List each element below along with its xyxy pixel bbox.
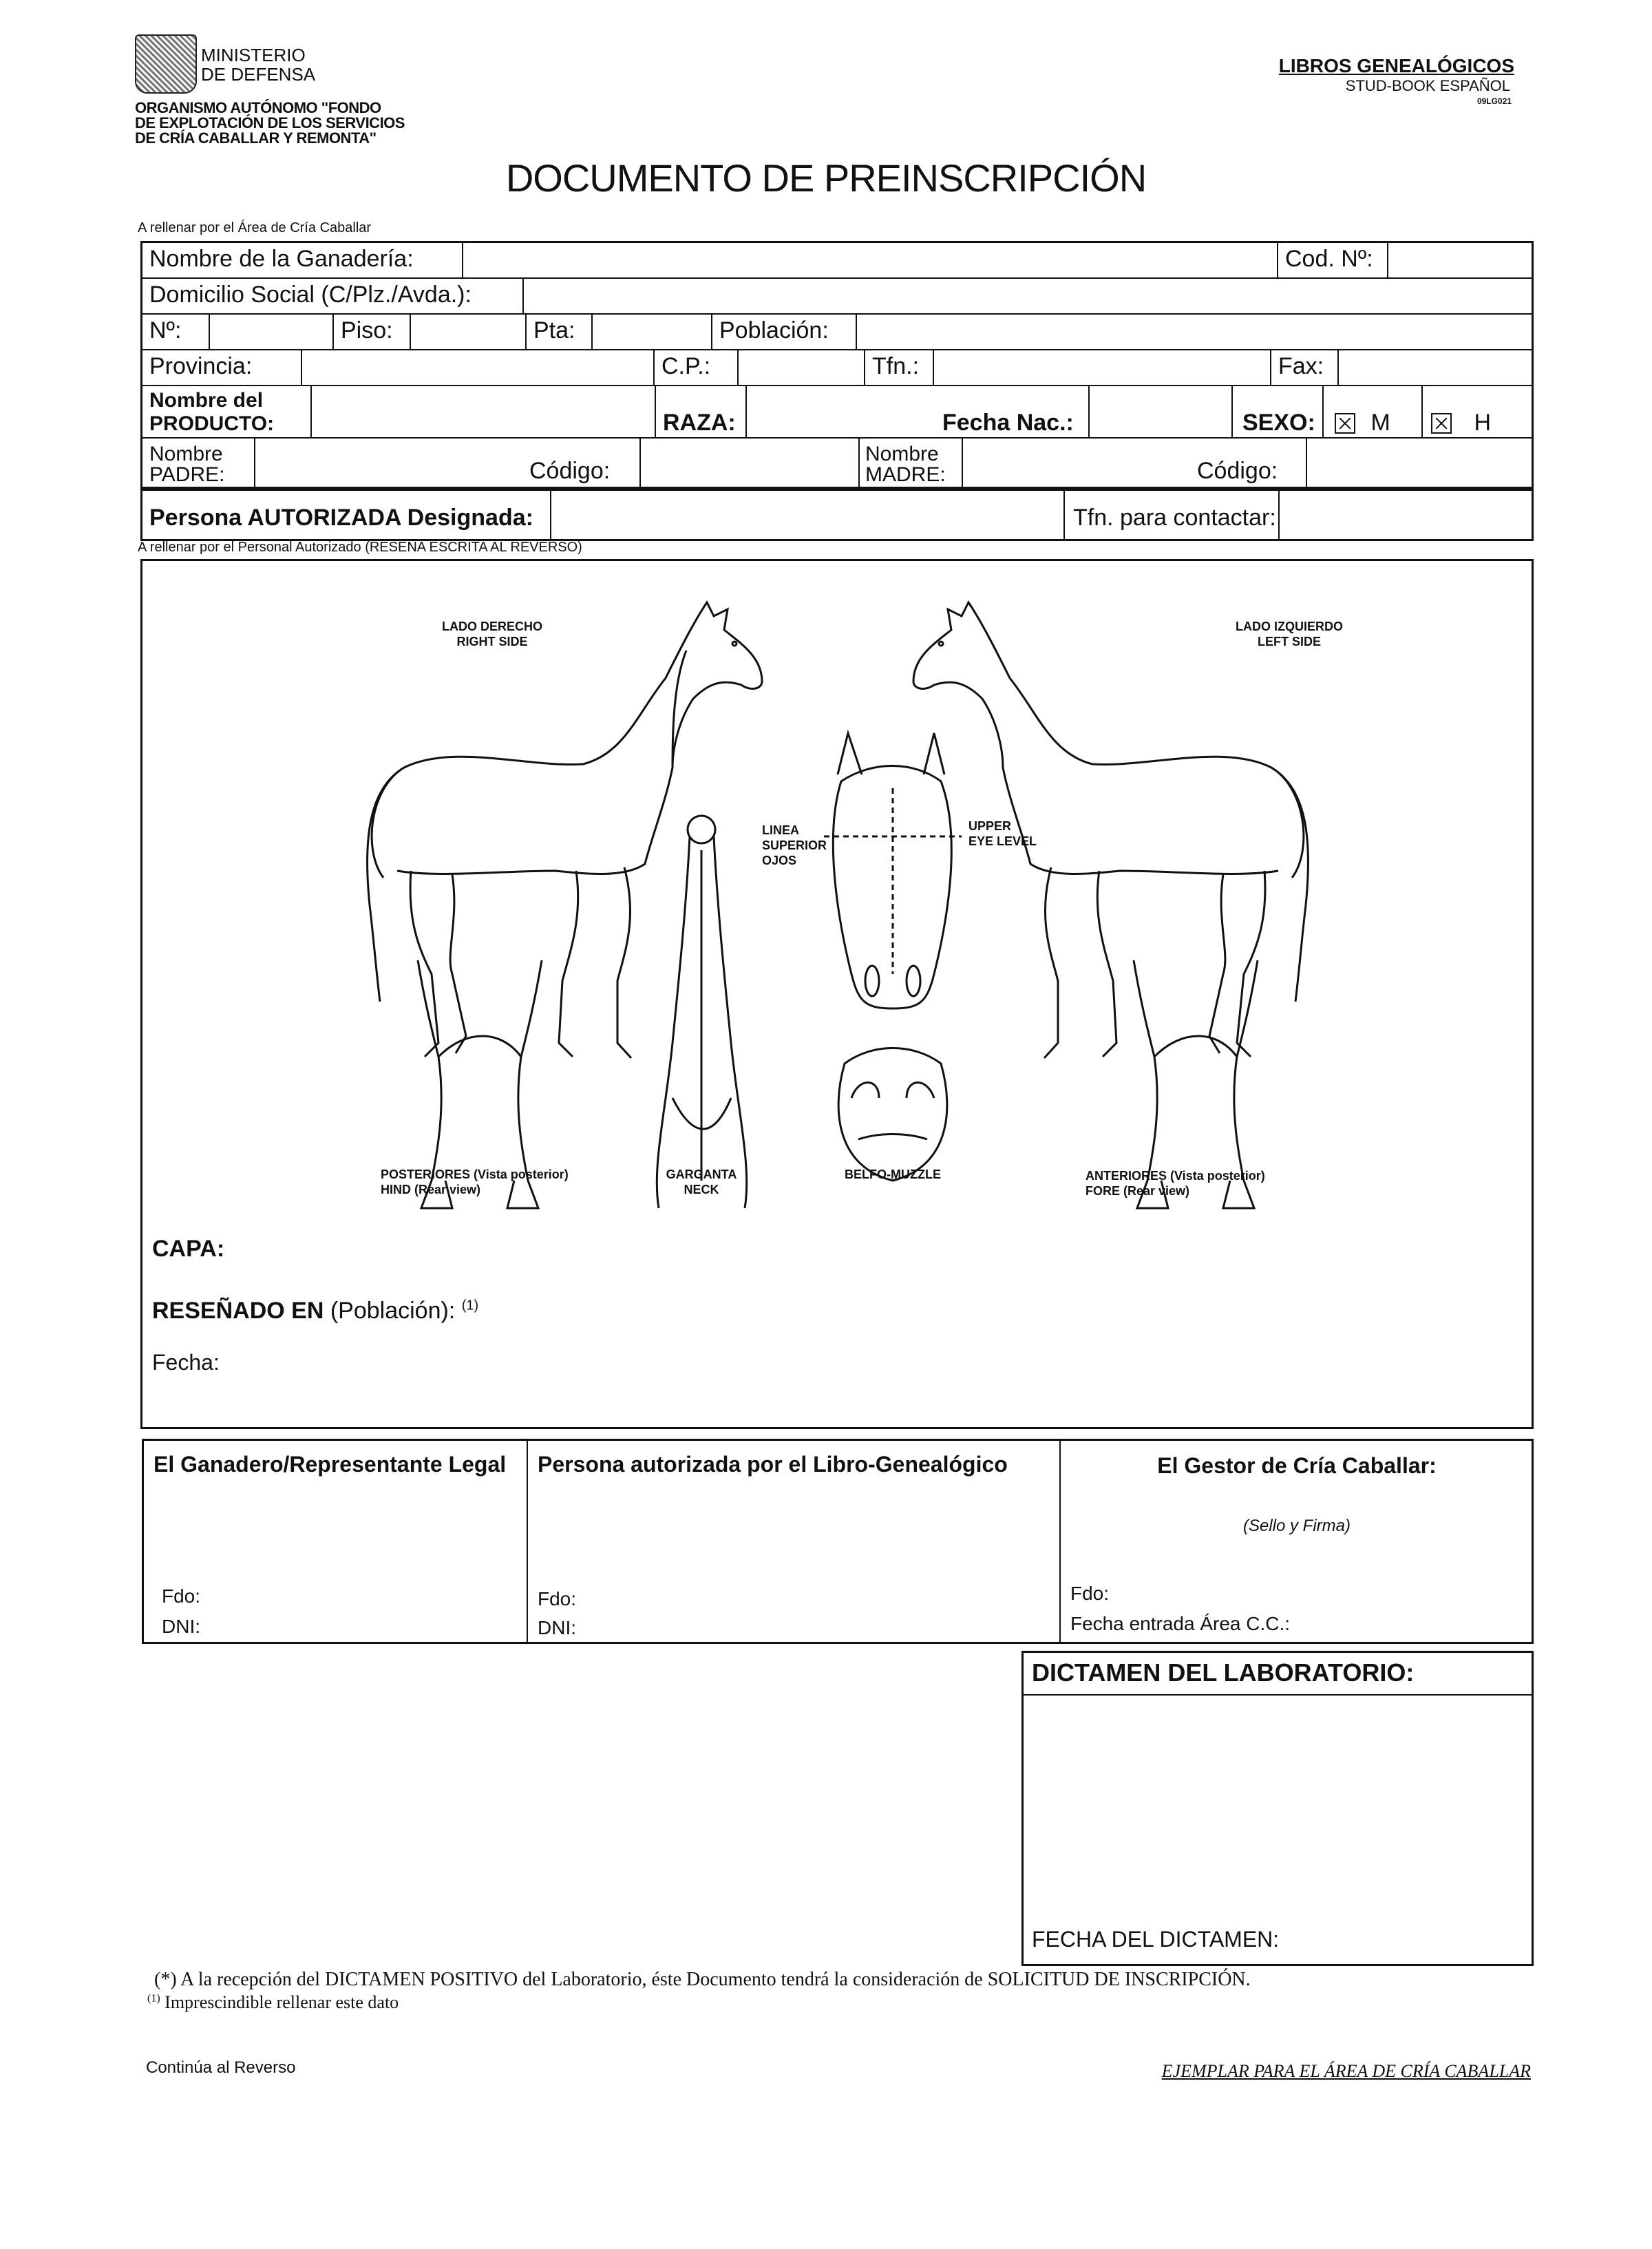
- resenado-label: [152, 1298, 478, 1324]
- cod-label: Cod. Nº:: [1277, 243, 1387, 277]
- cp-label: C.P.:: [653, 350, 737, 385]
- tfn-contactar-field[interactable]: [1278, 491, 1533, 539]
- neck-view: [657, 816, 746, 1208]
- numero-label: Nº:: [149, 317, 182, 344]
- org-line-2: DE EXPLOTACIÓN DE LOS SERVICIOS: [135, 114, 405, 131]
- form-row-ganaderia: [142, 243, 1532, 279]
- provincia-label: Provincia:: [149, 353, 253, 379]
- org-line-1: ORGANISMO AUTÓNOMO "FONDO: [135, 99, 381, 116]
- col3-title: El Gestor de Cría Caballar:: [1157, 1453, 1437, 1478]
- sexo-label: SEXO:: [1231, 386, 1322, 437]
- producto-label-line-2: PRODUCTO:: [149, 412, 275, 435]
- ganaderia-label: Nombre de la Ganadería:: [149, 246, 414, 272]
- coat-of-arms-logo: [135, 34, 197, 94]
- madre-label-line-1: Nombre: [865, 443, 939, 465]
- hind-label-en: HIND (Rear view): [381, 1183, 481, 1196]
- piso-field[interactable]: [410, 315, 525, 349]
- org-line-3: DE CRÍA CABALLAR Y REMONTA": [135, 129, 377, 147]
- right-side-label-en: RIGHT SIDE: [456, 635, 528, 648]
- padre-label-line-1: Nombre: [149, 443, 223, 465]
- producto-label: [149, 390, 274, 441]
- ministry-line-1: MINISTERIO: [201, 45, 306, 65]
- fore-label: [1086, 1168, 1265, 1199]
- horse-diagrams: [142, 561, 1532, 1222]
- col2-title: Persona autorizada por el Libro-Genealógico: [538, 1452, 1008, 1477]
- eye-es-line-3: OJOS: [762, 854, 797, 867]
- signature-col-ganadero[interactable]: [144, 1441, 527, 1642]
- col3-fdo: Fdo:: [1070, 1583, 1110, 1604]
- form-row-domicilio: [142, 279, 1532, 315]
- madre-label-line-2: MADRE:: [865, 463, 946, 486]
- poblacion-label: Población:: [711, 315, 856, 349]
- pta-field[interactable]: [591, 315, 711, 349]
- numero-field[interactable]: [209, 315, 332, 349]
- poblacion-field[interactable]: [856, 315, 1533, 349]
- codigo-padre-field[interactable]: [639, 439, 858, 487]
- right-side-label: [410, 619, 575, 649]
- sexo-h-option[interactable]: [1421, 386, 1533, 437]
- eye-en-line-1: UPPER: [968, 819, 1012, 833]
- fax-field[interactable]: [1337, 350, 1533, 385]
- signature-col-persona[interactable]: [527, 1441, 1061, 1642]
- footnote-2-text: Imprescindible rellenar este dato: [165, 1992, 399, 2012]
- footnote-2-mark: (1): [147, 1992, 160, 2005]
- left-side-label: [1207, 619, 1372, 649]
- footnote-2: [147, 1992, 399, 2013]
- muzzle-view: [838, 1048, 947, 1181]
- dictamen-panel: [1021, 1651, 1534, 1966]
- raza-field[interactable]: [745, 386, 929, 437]
- col1-fdo: Fdo:: [162, 1585, 201, 1607]
- horse-right-side: [368, 602, 762, 1058]
- resenado-label-bold: RESEÑADO EN: [152, 1298, 324, 1324]
- hind-label: [381, 1167, 569, 1197]
- persona-label: Persona AUTORIZADA Designada:: [149, 505, 533, 531]
- organism-name: [135, 101, 405, 146]
- hind-label-es: POSTERIORES (Vista posterior): [381, 1168, 569, 1181]
- fore-label-es: ANTERIORES (Vista posterior): [1086, 1169, 1265, 1183]
- sexo-m-checkbox[interactable]: [1335, 413, 1355, 434]
- book-subtitle: STUD-BOOK ESPAÑOL: [1345, 77, 1510, 94]
- col2-fdo: Fdo:: [538, 1588, 577, 1609]
- form-row-padres: [142, 439, 1532, 488]
- dictamen-title: DICTAMEN DEL LABORATORIO:: [1032, 1658, 1415, 1687]
- resena-note: A rellenar por el Personal Autorizado (RESEÑA ESCRITA AL REVERSO): [138, 540, 582, 555]
- capa-label: CAPA:: [152, 1236, 225, 1262]
- padre-label-line-2: PADRE:: [149, 463, 225, 486]
- cod-field[interactable]: [1387, 243, 1533, 277]
- fecha-nac-field[interactable]: [1088, 386, 1231, 437]
- left-side-label-en: LEFT SIDE: [1257, 635, 1321, 648]
- eye-es-line-2: SUPERIOR: [762, 838, 827, 852]
- eye-level-label-es: [762, 823, 827, 868]
- col1-dni: DNI:: [162, 1616, 200, 1637]
- eye-level-label-en: [968, 819, 1037, 849]
- registration-form: [140, 241, 1534, 541]
- raza-label: RAZA:: [655, 386, 745, 437]
- domicilio-label: Domicilio Social (C/Plz./Avda.):: [149, 282, 472, 308]
- codigo-madre-field[interactable]: [1306, 439, 1533, 487]
- col2-dni: DNI:: [538, 1617, 576, 1638]
- tfn-field[interactable]: [933, 350, 1270, 385]
- form-code: 09LG021: [1476, 96, 1512, 106]
- sexo-m-label: M: [1370, 410, 1390, 436]
- madre-label: [858, 439, 962, 487]
- footnote-1-text: A la recepción del DICTAMEN POSITIVO del Laboratorio, éste Documento tendrá la consideración de SOLICITUD DE INSCRIPCIÓN.: [180, 1969, 1251, 1990]
- producto-label-line-1: Nombre del: [149, 389, 264, 412]
- form-row-provincia: [142, 350, 1532, 386]
- neck-label: [633, 1167, 770, 1197]
- eye-en-line-2: EYE LEVEL: [968, 834, 1037, 848]
- muzzle-label: BELFO-MUZZLE: [845, 1168, 941, 1181]
- form-row-persona: [142, 488, 1532, 539]
- head-front-view: [824, 733, 962, 1009]
- neck-label-es: GARGANTA: [666, 1168, 737, 1181]
- col1-title: El Ganadero/Representante Legal: [153, 1452, 507, 1477]
- producto-field[interactable]: [310, 386, 655, 437]
- ejemplar-label: EJEMPLAR PARA EL ÁREA DE CRÍA CABALLAR: [1161, 2061, 1531, 2081]
- signature-col-gestor[interactable]: [1059, 1441, 1533, 1642]
- fecha-resena-label: Fecha:: [152, 1350, 220, 1375]
- cp-field[interactable]: [737, 350, 864, 385]
- padre-label: [149, 444, 224, 492]
- tfn-contactar-label: Tfn. para contactar:: [1063, 491, 1278, 539]
- form-row-producto: [142, 386, 1532, 439]
- ministry-name: [201, 45, 315, 84]
- sello-label: (Sello y Firma): [1242, 1517, 1351, 1535]
- fore-label-en: FORE (Rear view): [1086, 1184, 1190, 1198]
- codigo-madre-label: Código:: [1197, 458, 1278, 484]
- neck-label-en: NECK: [684, 1183, 719, 1196]
- fecha-dictamen-label: FECHA DEL DICTAMEN:: [1032, 1927, 1280, 1952]
- form-row-direccion: [142, 315, 1532, 350]
- fecha-entrada-label: Fecha entrada Área C.C.:: [1070, 1613, 1291, 1634]
- madre-field[interactable]: [962, 439, 1189, 487]
- ministry-line-2: DE DEFENSA: [201, 64, 316, 85]
- provincia-field[interactable]: [301, 350, 653, 385]
- eye-es-line-1: LINEA: [762, 823, 799, 837]
- footnote-1: [154, 1969, 1251, 1991]
- section-note: A rellenar por el Área de Cría Caballar: [138, 220, 372, 235]
- signatures-panel: [142, 1439, 1534, 1644]
- book-title: LIBROS GENEALÓGICOS: [1278, 55, 1514, 76]
- footnote-1-mark: (*): [154, 1969, 177, 1990]
- page-title: DOCUMENTO DE PREINSCRIPCIÓN: [505, 156, 1147, 200]
- piso-label: Piso:: [332, 315, 410, 349]
- right-side-label-es: LADO DERECHO: [441, 620, 542, 633]
- resenado-label-rest: (Población):: [324, 1298, 456, 1324]
- fecha-nac-label: Fecha Nac.:: [942, 410, 1074, 436]
- left-side-label-es: LADO IZQUIERDO: [1236, 620, 1343, 633]
- sexo-h-label: H: [1474, 410, 1492, 436]
- tfn-label: Tfn.:: [864, 350, 933, 385]
- padre-field[interactable]: [254, 439, 518, 487]
- domicilio-field[interactable]: [522, 279, 1533, 313]
- ganaderia-field[interactable]: [462, 243, 1277, 277]
- sexo-m-option[interactable]: [1322, 386, 1421, 437]
- persona-field[interactable]: [550, 491, 1063, 539]
- resenado-footnote-mark: (1): [461, 1298, 479, 1313]
- resena-panel: [140, 559, 1534, 1429]
- codigo-padre-label: Código:: [529, 458, 611, 484]
- sexo-h-checkbox[interactable]: [1431, 413, 1452, 434]
- pta-label: Pta:: [525, 315, 591, 349]
- dictamen-body[interactable]: [1024, 1696, 1532, 1916]
- fax-label: Fax:: [1270, 350, 1337, 385]
- continua-label: Continúa al Reverso: [146, 2058, 296, 2077]
